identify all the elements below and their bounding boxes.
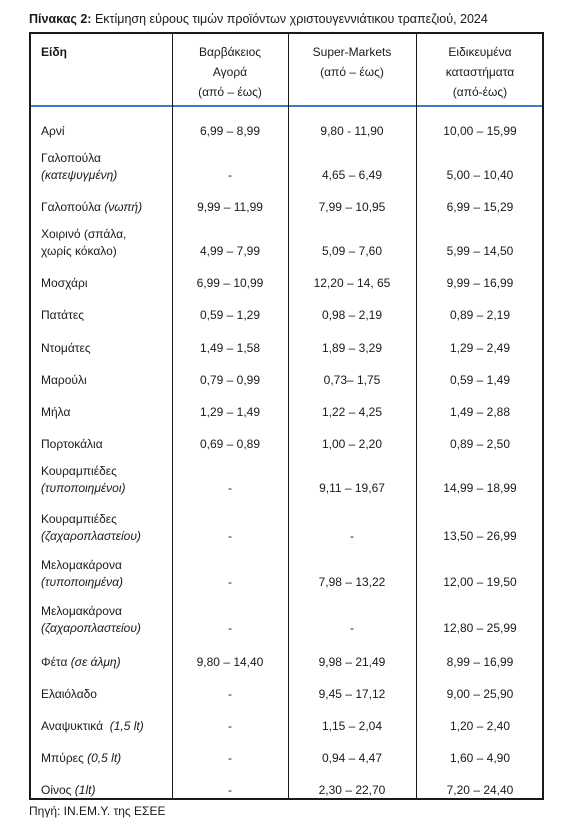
price-varvakeios: - <box>228 575 232 589</box>
price-supermarkets: 1,15 – 2,04 <box>321 719 383 733</box>
item-name-main: Κουραμπιέδες <box>41 512 117 526</box>
price-specialty: 0,59 – 1,49 <box>449 373 511 387</box>
header-line: καταστήματα <box>445 65 515 79</box>
header-line: (από – έως) <box>198 85 262 99</box>
price-specialty: 10,00 – 15,99 <box>443 124 517 138</box>
price-varvakeios: - <box>228 687 232 701</box>
header-line: (από-έως) <box>452 85 508 99</box>
price-specialty: 1,60 – 4,90 <box>449 751 511 765</box>
price-varvakeios: 1,29 – 1,49 <box>199 405 261 419</box>
price-supermarkets: 0,94 – 4,47 <box>321 751 383 765</box>
item-name-main: Μήλα <box>41 405 71 419</box>
item-name-qualifier: (1,5 lt) <box>109 719 144 733</box>
price-varvakeios: - <box>228 719 232 733</box>
item-name-main: Μελομακάρονα <box>41 604 122 618</box>
price-specialty: 9,99 – 16,99 <box>446 276 514 290</box>
item-name-qualifier: (σε άλμη) <box>70 655 121 669</box>
price-varvakeios: - <box>228 751 232 765</box>
price-specialty: 8,99 – 16,99 <box>446 655 514 669</box>
price-supermarkets: 4,65 – 6,49 <box>321 168 383 182</box>
item-name-main: Ελαιόλαδο <box>41 687 97 701</box>
price-varvakeios: - <box>228 621 232 635</box>
header-line: Αγορά <box>212 65 248 79</box>
header-line: (από – έως) <box>320 65 384 79</box>
item-name-main: Μπύρες <box>41 751 88 765</box>
price-varvakeios: 1,49 – 1,58 <box>199 341 261 355</box>
table-caption <box>29 12 488 26</box>
price-supermarkets: 1,22 – 4,25 <box>321 405 383 419</box>
price-supermarkets: 7,99 – 10,95 <box>318 200 386 214</box>
price-specialty: 1,29 – 2,49 <box>449 341 511 355</box>
item-name-main: Γαλοπούλα <box>41 151 101 165</box>
price-varvakeios: 0,59 – 1,29 <box>199 308 261 322</box>
price-supermarkets: - <box>350 621 354 635</box>
price-supermarkets: 9,45 – 17,12 <box>318 687 386 701</box>
price-specialty: 12,00 – 19,50 <box>443 575 517 589</box>
item-name-main: Πορτοκάλια <box>41 437 103 451</box>
item-name-main: Ντομάτες <box>41 341 91 355</box>
header-line: Ειδικευμένα <box>448 45 512 59</box>
item-name-main: Μελομακάρονα <box>41 558 122 572</box>
caption-text: Εκτίμηση εύρους τιμών προϊόντων χριστουγεννιάτικου τραπεζιού, 2024 <box>91 12 488 26</box>
item-name-qualifier: (κατεψυγμένη) <box>41 168 118 182</box>
price-specialty: 0,89 – 2,19 <box>449 308 511 322</box>
price-supermarkets: 5,09 – 7,60 <box>321 244 383 258</box>
price-specialty: 7,20 – 24,40 <box>446 783 514 797</box>
item-name-main: Γαλοπούλα <box>41 200 105 214</box>
price-specialty: 12,80 – 25,99 <box>443 621 517 635</box>
item-name-main: Χοιρινό (σπάλα, <box>41 227 127 241</box>
price-specialty: 1,49 – 2,88 <box>449 405 511 419</box>
price-supermarkets: 9,98 – 21,49 <box>318 655 386 669</box>
header-items: Είδη <box>29 32 172 106</box>
price-specialty: 1,20 – 2,40 <box>449 719 511 733</box>
item-name-qualifier: (τυποποιημένα) <box>41 575 124 589</box>
price-varvakeios: - <box>228 481 232 495</box>
price-supermarkets: 9,80 - 11,90 <box>320 124 384 138</box>
price-varvakeios: 9,80 – 14,40 <box>196 655 264 669</box>
price-specialty: 14,99 – 18,99 <box>443 481 517 495</box>
price-specialty: 13,50 – 26,99 <box>443 529 517 543</box>
price-varvakeios: 0,69 – 0,89 <box>199 437 261 451</box>
price-varvakeios: 6,99 – 8,99 <box>199 124 261 138</box>
price-varvakeios: - <box>228 168 232 182</box>
item-name-qualifier: (1lt) <box>74 783 96 797</box>
item-name-main: Αναψυκτικά <box>41 719 110 733</box>
price-supermarkets: 1,00 – 2,20 <box>321 437 383 451</box>
price-specialty: 0,89 – 2,50 <box>449 437 511 451</box>
price-supermarkets: 12,20 – 14, 65 <box>313 276 391 290</box>
price-specialty: 5,99 – 14,50 <box>446 244 514 258</box>
item-name-main: Μοσχάρι <box>41 276 88 290</box>
item-name-qualifier: (ζαχαροπλαστείου) <box>41 529 141 543</box>
header-line: Βαρβάκειος <box>198 45 262 59</box>
price-specialty: 6,99 – 15,29 <box>446 200 514 214</box>
price-supermarkets: 0,73– 1,75 <box>323 373 381 387</box>
price-supermarkets: 9,11 – 19,67 <box>319 481 385 495</box>
price-supermarkets: 0,98 – 2,19 <box>321 308 383 322</box>
table-frame <box>29 32 544 800</box>
item-name-main: Πατάτες <box>41 308 84 322</box>
price-varvakeios: 0,79 – 0,99 <box>199 373 261 387</box>
price-varvakeios: - <box>228 529 232 543</box>
item-name-qualifier: (νωπή) <box>104 200 143 214</box>
price-varvakeios: 4,99 – 7,99 <box>199 244 261 258</box>
price-supermarkets: - <box>350 529 354 543</box>
price-supermarkets: 7,98 – 13,22 <box>318 575 386 589</box>
item-name-main: Μαρούλι <box>41 373 87 387</box>
caption-label: Πίνακας 2: <box>29 12 92 26</box>
price-varvakeios: - <box>228 783 232 797</box>
item-name-main: Κουραμπιέδες <box>41 464 117 478</box>
price-supermarkets: 1,89 – 3,29 <box>321 341 383 355</box>
item-name-qualifier: (0,5 lt) <box>87 751 122 765</box>
item-name-main: Φέτα <box>41 655 71 669</box>
source-note: Πηγή: ΙΝ.ΕΜ.Υ. της ΕΣΕΕ <box>29 804 166 818</box>
price-specialty: 5,00 – 10,40 <box>446 168 514 182</box>
item-name-qualifier: χωρίς κόκαλο) <box>41 244 117 258</box>
price-varvakeios: 9,99 – 11,99 <box>197 200 263 214</box>
item-name-main: Αρνί <box>41 124 65 138</box>
price-specialty: 9,00 – 25,90 <box>446 687 514 701</box>
item-name-qualifier: (ζαχαροπλαστείου) <box>41 621 141 635</box>
item-name-main: Οίνος <box>41 783 75 797</box>
price-varvakeios: 6,99 – 10,99 <box>196 276 264 290</box>
item-name-qualifier: (τυποποιημένοι) <box>41 481 126 495</box>
price-supermarkets: 2,30 – 22,70 <box>318 783 386 797</box>
header-line: Super-Markets <box>312 45 392 59</box>
